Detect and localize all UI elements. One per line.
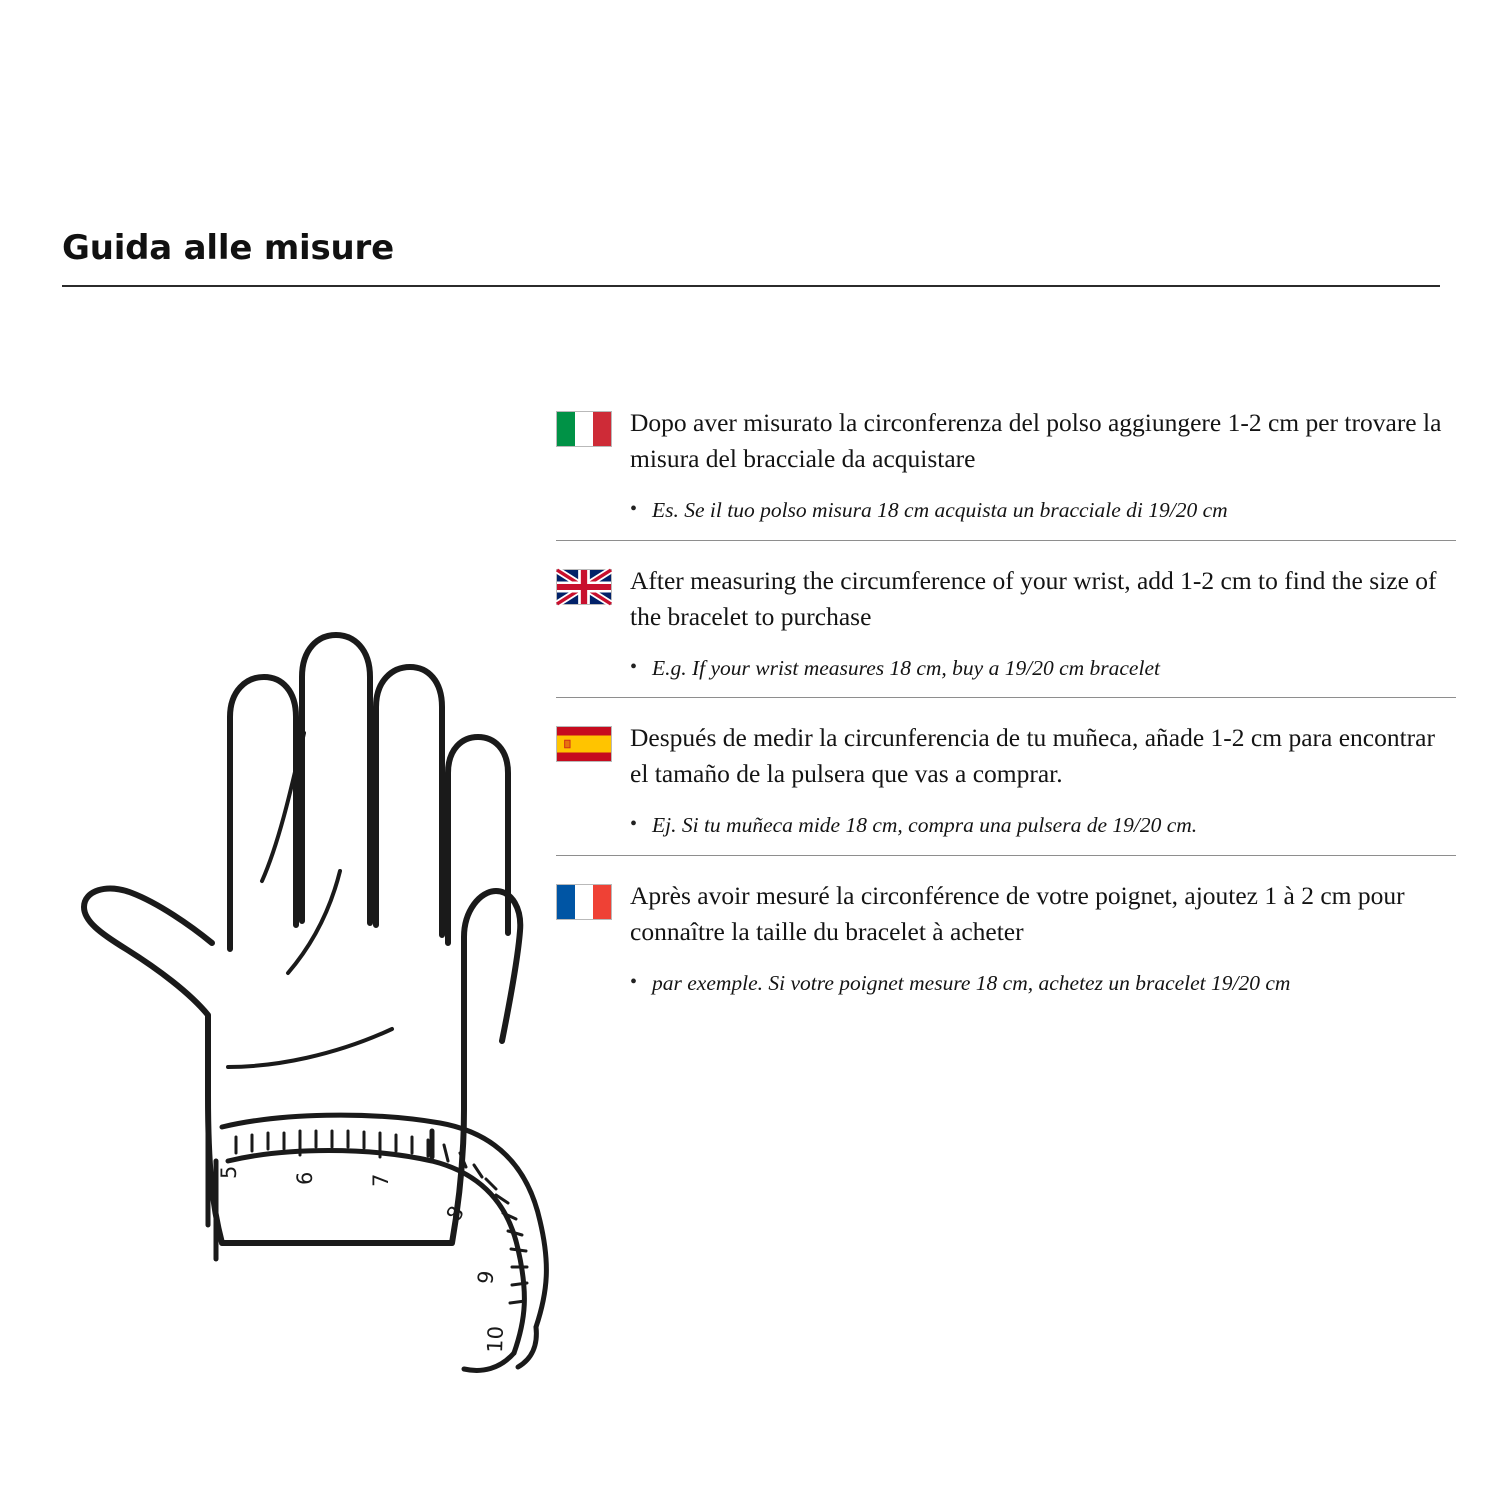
spain-flag-icon <box>556 726 612 762</box>
bullet-icon: • <box>630 813 638 836</box>
instruction-text-es: Después de medir la circunferencia de tu muñeca, añade 1-2 cm para encontrar el tamaño de la pulsera que vas a comprar. <box>630 723 1435 789</box>
svg-text:8: 8 <box>441 1201 470 1226</box>
instruction-block-es <box>556 697 1456 855</box>
example-row-en <box>630 653 1456 683</box>
example-text-en: E.g. If your wrist measures 18 cm, buy a 19/20 cm bracelet <box>652 655 1160 680</box>
svg-text:9: 9 <box>473 1269 499 1286</box>
bullet-icon: • <box>630 970 638 993</box>
page-title: Guida alle misure <box>62 228 394 268</box>
instruction-block-it <box>556 405 1456 540</box>
united-kingdom-flag-icon <box>556 569 612 605</box>
france-flag-icon <box>556 884 612 920</box>
example-row-es <box>630 810 1456 840</box>
italy-flag-icon <box>556 411 612 447</box>
instruction-block-en <box>556 540 1456 698</box>
instruction-text-en: After measuring the circumference of your wrist, add 1-2 cm to find the size of the bracelet to purchase <box>630 565 1437 631</box>
bullet-icon: • <box>630 498 638 521</box>
example-row-it <box>630 495 1456 525</box>
svg-text:6: 6 <box>293 1171 317 1185</box>
bullet-icon: • <box>630 655 638 678</box>
svg-text:5: 5 <box>217 1165 241 1179</box>
hand-measuring-illustration <box>40 325 560 1354</box>
instructions-column <box>556 405 1456 1012</box>
example-text-es: Ej. Si tu muñeca mide 18 cm, compra una pulsera de 19/20 cm. <box>652 813 1198 838</box>
title-divider <box>62 285 1440 287</box>
instruction-block-fr <box>556 855 1456 1013</box>
example-row-fr <box>630 968 1456 998</box>
instruction-text-it: Dopo aver misurato la circonferenza del polso aggiungere 1-2 cm per trovare la misura del bracciale da acquistare <box>630 408 1442 474</box>
instruction-text-fr: Après avoir mesuré la circonférence de votre poignet, ajoutez 1 à 2 cm pour connaître la taille du bracelet à acheter <box>630 880 1405 946</box>
svg-text:10: 10 <box>483 1325 508 1354</box>
example-text-fr: par exemple. Si votre poignet mesure 18 cm, achetez un bracelet 19/20 cm <box>652 970 1291 995</box>
svg-text:7: 7 <box>369 1173 393 1187</box>
example-text-it: Es. Se il tuo polso misura 18 cm acquista un bracciale di 19/20 cm <box>652 498 1228 523</box>
